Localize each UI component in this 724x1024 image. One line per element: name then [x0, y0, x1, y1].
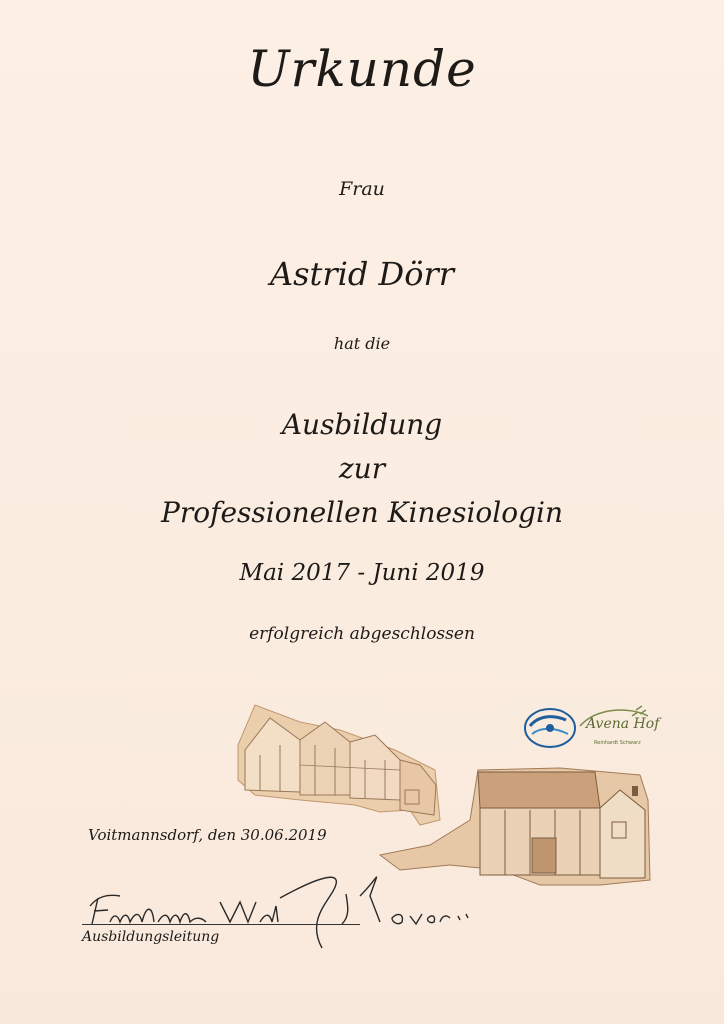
avena-logo-wordmark: Avena Hof — [586, 716, 660, 732]
connecting-phrase: hat die — [333, 334, 391, 353]
training-period: Mai 2017 - Juni 2019 — [239, 560, 485, 586]
certificate-title: Urkunde — [247, 40, 477, 98]
avena-hof-logo — [576, 702, 660, 750]
course-line-3: Professionellen Kinesiologin — [161, 496, 563, 529]
completion-status: erfolgreich abgeschlossen — [249, 624, 475, 644]
avena-logo-subtext: Reinhardt Schwarz — [594, 740, 641, 746]
recipient-name: Astrid Dörr — [269, 255, 455, 293]
signature-friederike — [90, 895, 278, 924]
institute-logo — [522, 706, 578, 750]
signature-line — [82, 924, 360, 925]
signature-kovac — [280, 877, 468, 948]
course-line-1: Ausbildung — [281, 408, 443, 441]
salutation: Frau — [339, 178, 385, 200]
place-and-date: Voitmannsdorf, den 30.06.2019 — [88, 826, 327, 844]
left-farmhouse-sketch — [238, 705, 440, 825]
course-line-2: zur — [338, 452, 386, 485]
signature-role: Ausbildungsleitung — [82, 929, 220, 945]
